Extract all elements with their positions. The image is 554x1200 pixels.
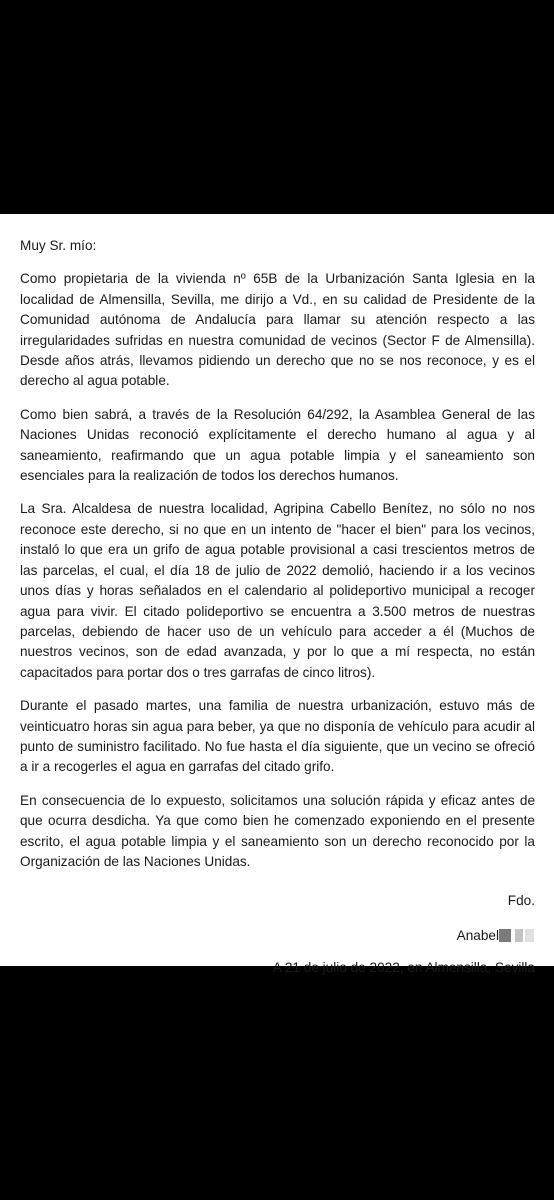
letter-paragraph-1: Como propietaria de la vivienda nº 65B de la Urbanización Santa Iglesia en la localidad de Almensilla, Sevilla, me dirijo a Vd., en su calidad de Presidente de la Comunidad autónoma de Andalucía para llamar su atención respecto a las irregularidades sufridas en nuestra comunidad de vecinos (Sector F de Almensilla). Desde años atrás, llevamos pidiendo un derecho que no se nos reconoce, y es el derecho al agua potable. bbox=[20, 271, 535, 389]
signature-redaction bbox=[515, 929, 523, 942]
signature-redaction bbox=[525, 929, 534, 942]
letter-date-place: A 21 de julio de 2022, en Almensilla, Sevilla bbox=[272, 959, 535, 975]
letter-paragraph-4: Durante el pasado martes, una familia de nuestra urbanización, estuvo más de veinticuatro horas sin agua para beber, ya que no disponía de vehículo para acudir al punto de suministro facilitado. No fue hasta el día siguiente, que un vecino se ofreció a ir a recogerles el agua en garrafas del citado grifo. bbox=[20, 698, 535, 775]
letter-paragraph-2: Como bien sabrá, a través de la Resolución 64/292, la Asamblea General de las Naciones Unidas reconoció explícitamente el derecho humano al agua y al saneamiento, reafirmando que un agua potable limpia y el saneamiento son esenciales para la realización de todos los derechos humanos. bbox=[20, 406, 535, 484]
letter-paragraph-3: La Sra. Alcaldesa de nuestra localidad, Agripina Cabello Benítez, no sólo no nos reconoce este derecho, si no que en un intento de "hacer el bien" para los vecinos, instaló lo que era un grifo de agua potable provisional a casi trescientos metros de las parcelas, el cual, el día 18 de julio de 2022 demolió, haciendo ir a los vecinos unos días y horas señalados en el calendario al polideportivo municipal a recoger agua para vivir. El citado polideportivo se encuentra a 3.500 metros de nuestras parcelas, debiendo de hacer uso de un vehículo para acceder a él (Muchos de nuestros vecinos, son de edad avanzada, y por lo que a mí respecta, no están capacitados para portar dos o tres garrafas de cinco litros). bbox=[20, 501, 535, 680]
signature-name: Anabel bbox=[456, 927, 499, 943]
letter-closing: Fdo. bbox=[507, 893, 535, 909]
letter-body bbox=[20, 236, 535, 978]
signature-redaction bbox=[499, 929, 511, 942]
letter-greeting: Muy Sr. mío: bbox=[20, 238, 97, 253]
letter-page bbox=[0, 214, 554, 975]
letter-paragraph-5: En consecuencia de lo expuesto, solicitamos una solución rápida y eficaz antes de que ocurra desdicha. Ya que como bien he comenzado exponiendo en el presente escrito, el agua potable limpia y el saneamiento son un derecho reconocido por la Organización de las Naciones Unidas. bbox=[20, 792, 535, 869]
signature-line bbox=[20, 926, 535, 948]
